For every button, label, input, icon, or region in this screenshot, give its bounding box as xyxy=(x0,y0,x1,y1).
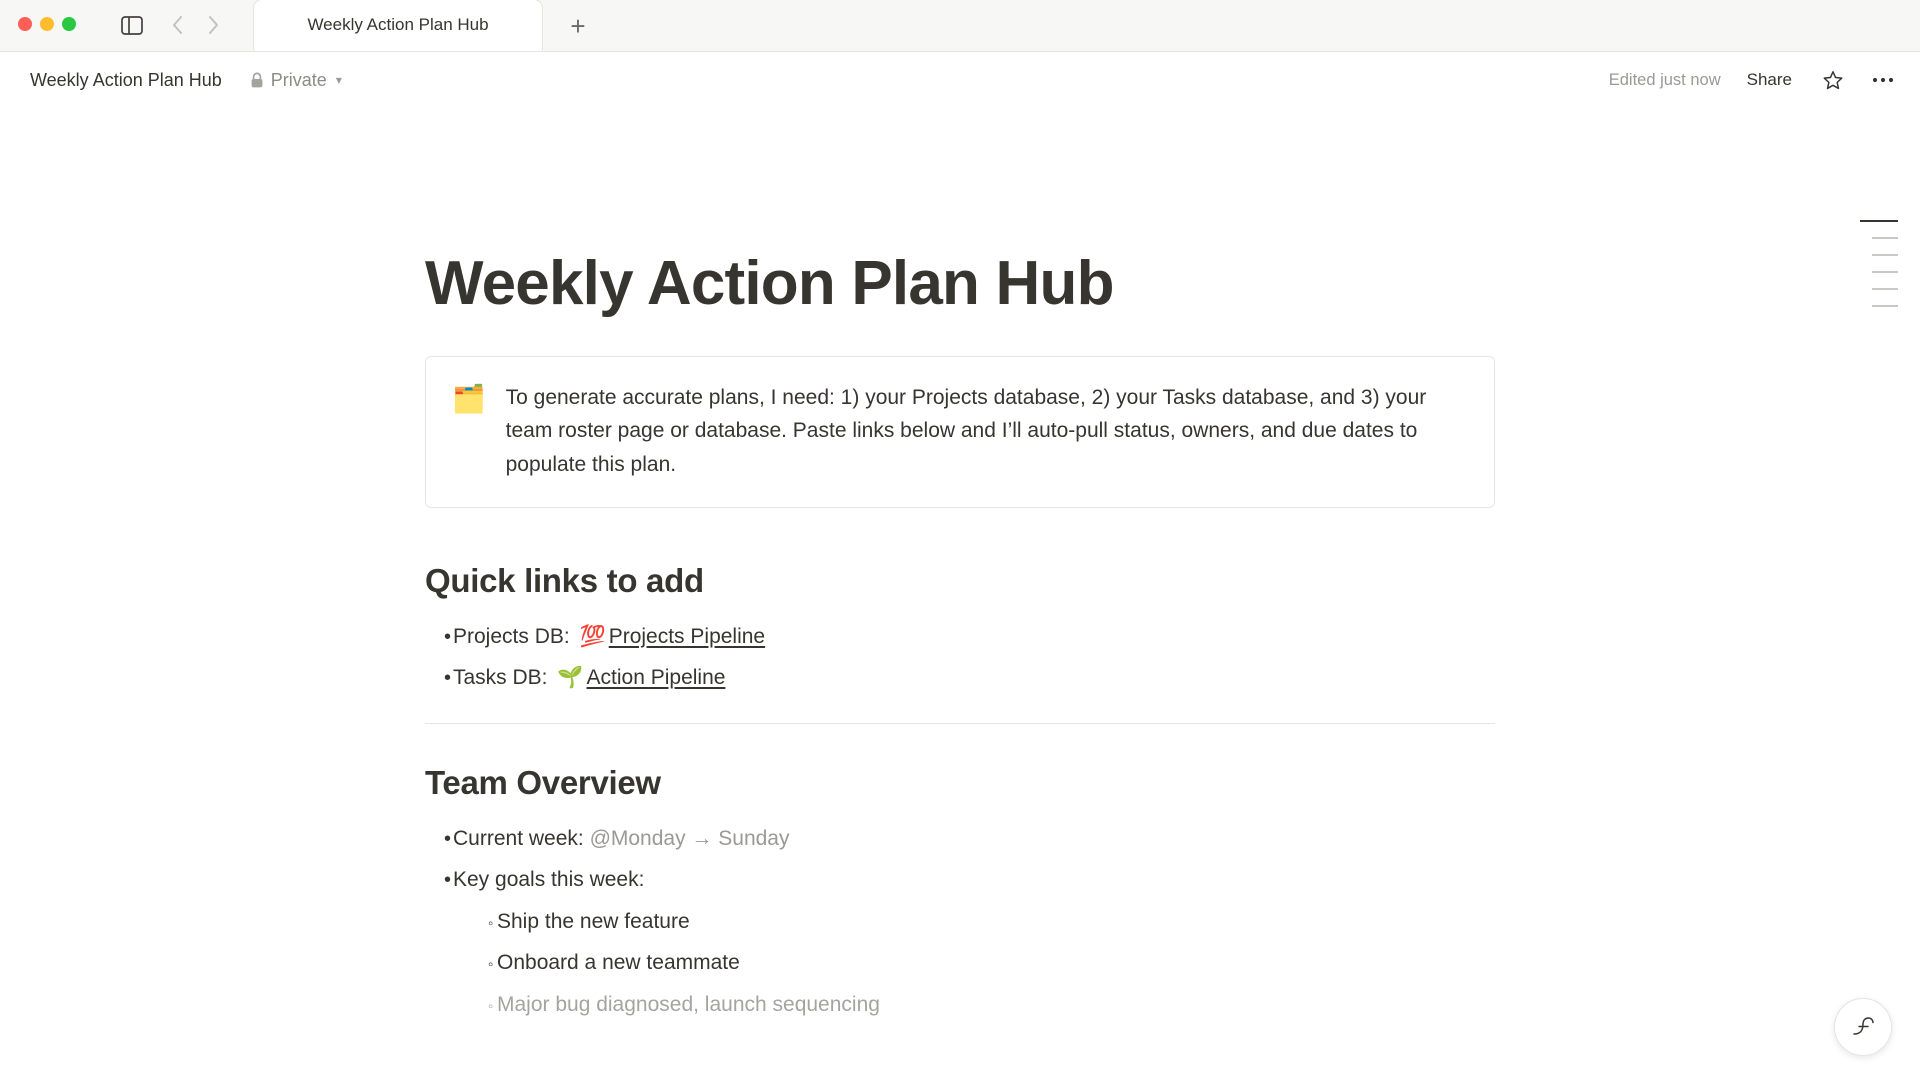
divider xyxy=(425,723,1495,724)
list-item-label: Major bug diagnosed, launch sequencing xyxy=(497,992,880,1016)
date-mention-suffix: → Sunday xyxy=(685,826,790,850)
bullet-icon: • xyxy=(444,827,452,850)
bullet-icon: • xyxy=(444,625,452,648)
window-controls xyxy=(18,17,76,31)
hollow-bullet-icon: ◦ xyxy=(488,914,494,932)
bullet-icon: • xyxy=(444,667,452,690)
page-privacy-selector[interactable] xyxy=(244,67,348,94)
list-item[interactable] xyxy=(425,657,1495,699)
hollow-bullet-icon: ◦ xyxy=(488,956,494,974)
list-item[interactable] xyxy=(469,942,1495,984)
ellipsis-icon[interactable] xyxy=(1868,65,1898,95)
date-mention[interactable]: @Monday xyxy=(589,826,686,850)
list-item-label: Onboard a new teammate xyxy=(497,951,740,975)
list-item-label: Projects DB: xyxy=(453,624,576,648)
list-item-label: Current week: xyxy=(453,826,590,850)
new-tab-button[interactable]: + xyxy=(570,10,586,41)
card-index-dividers-icon: 🗂️ xyxy=(452,384,486,415)
sidebar-toggle-icon[interactable] xyxy=(118,12,146,38)
seedling-icon: 🌱 xyxy=(557,666,584,690)
star-icon[interactable] xyxy=(1818,65,1848,95)
section-heading-team-overview[interactable]: Team Overview xyxy=(425,763,661,801)
tab-weekly-action-plan-hub[interactable] xyxy=(253,0,543,51)
hundred-points-icon: 💯 xyxy=(579,624,606,648)
callout-text: To generate accurate plans, I need: 1) your Projects database, 2) your Tasks database, and 3) your team roster page or database. Paste links below and I’ll auto-pull status, owners, and due dates to populate this plan. xyxy=(505,386,1427,476)
link-action-pipeline[interactable]: Action Pipeline xyxy=(586,666,726,690)
maximize-window-button[interactable] xyxy=(62,17,76,31)
list-item[interactable] xyxy=(469,901,1495,943)
tab-label: Weekly Action Plan Hub xyxy=(307,15,489,34)
page-title[interactable]: Weekly Action Plan Hub xyxy=(425,249,1114,318)
link-projects-pipeline[interactable]: Projects Pipeline xyxy=(608,624,766,648)
back-icon[interactable] xyxy=(165,12,189,38)
topbar-actions xyxy=(1609,65,1898,95)
page-body xyxy=(0,108,1920,1080)
forward-icon[interactable] xyxy=(201,12,225,38)
list-item[interactable] xyxy=(425,616,1495,658)
page-topbar xyxy=(0,52,1920,108)
navigation-arrows xyxy=(165,12,225,38)
close-window-button[interactable] xyxy=(18,17,32,31)
tab-strip xyxy=(253,0,595,51)
minimize-window-button[interactable] xyxy=(40,17,54,31)
list-item-label: Key goals this week: xyxy=(453,868,645,892)
callout-block[interactable] xyxy=(425,356,1495,508)
key-goals-sublist xyxy=(469,901,1495,1026)
breadcrumb[interactable]: Weekly Action Plan Hub xyxy=(30,69,222,90)
list-item[interactable] xyxy=(425,818,1495,860)
list-item[interactable] xyxy=(425,859,1495,901)
chevron-down-icon: ▾ xyxy=(335,73,342,87)
quick-links-list xyxy=(425,616,1495,699)
window-titlebar xyxy=(0,0,1920,52)
share-button[interactable]: Share xyxy=(1746,70,1792,89)
section-heading-quick-links[interactable]: Quick links to add xyxy=(425,561,704,599)
edited-status[interactable]: Edited just now xyxy=(1608,70,1721,89)
hollow-bullet-icon: ◦ xyxy=(488,997,494,1015)
team-overview-list xyxy=(425,818,1495,901)
lock-icon xyxy=(250,72,264,89)
document-content xyxy=(425,108,1495,1025)
privacy-label: Private xyxy=(270,69,327,90)
list-item-label: Ship the new feature xyxy=(497,909,690,933)
bullet-icon: • xyxy=(444,869,452,892)
list-item[interactable] xyxy=(469,984,1495,1026)
list-item-label: Tasks DB: xyxy=(453,666,554,690)
page-outline-indicator[interactable] xyxy=(1860,220,1898,307)
ai-assistant-button[interactable] xyxy=(1834,998,1892,1056)
